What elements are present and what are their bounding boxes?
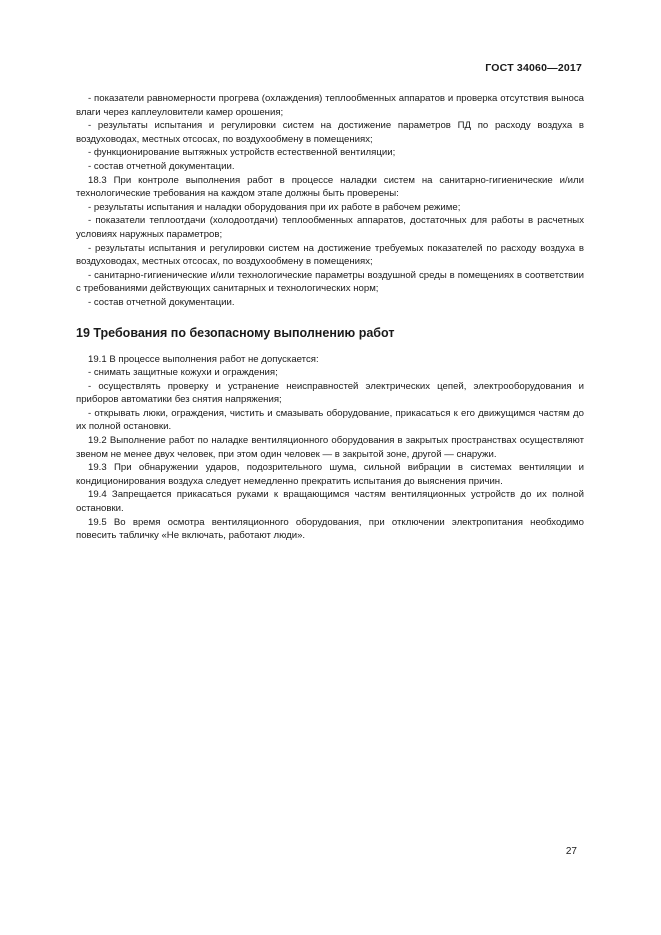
list-item: - результаты испытания и регулировки систем на достижение требуемых показателей по расходу воздуха в воздуховодах, местных отсосах, по воздухообмену в помещениях; <box>76 242 584 268</box>
list-item: - показатели равномерности прогрева (охлаждения) теплообменных аппаратов и проверка отсутствия выноса влаги через каплеуловители камер орошения; <box>76 93 584 118</box>
clause-19-1: 19.1 В процессе выполнения работ не допускается: <box>88 353 319 365</box>
list-item: - функционирование вытяжных устройств естественной вентиляции; <box>88 147 396 159</box>
document-code: ГОСТ 34060—2017 <box>485 62 582 74</box>
list-item: - результаты испытания и наладки оборудования при их работе в рабочем режиме; <box>88 201 461 213</box>
list-item: - открывать люки, ограждения, чистить и смазывать оборудование, прикасаться к его движущимся частям до их полной остановки. <box>76 407 584 433</box>
clause-19-5: 19.5 Во время осмотра вентиляционного оборудования, при отключении электропитания необходимо повесить табличку «Не включать, работают люди». <box>76 516 584 542</box>
page-number: 27 <box>565 846 577 857</box>
list-item: - снимать защитные кожухи и ограждения; <box>88 367 278 379</box>
list-item: - состав отчетной документации. <box>88 160 235 172</box>
list-item: - осуществлять проверку и устранение неисправностей электрических цепей, электрооборудования и приборов автоматики без снятия напряжения; <box>76 380 584 406</box>
page-body <box>76 92 584 543</box>
list-item: - санитарно-гигиенические и/или технологические параметры воздушной среды в помещениях в соответствии с требованиями действующих санитарных и технологических норм; <box>76 269 584 295</box>
clause-18-3: 18.3 При контроле выполнения работ в процессе наладки систем на санитарно-гигиенические и/или технологические требования на каждом этапе должны быть проверены: <box>76 174 584 200</box>
clause-19-2: 19.2 Выполнение работ по наладке вентиляционного оборудования в закрытых пространствах осуществляют звеном не менее двух человек, при этом один человек — в закрытой зоне, другой — снаружи. <box>76 435 584 460</box>
clause-19-4: 19.4 Запрещается прикасаться руками к вращающимся частям вентиляционных устройств до их полной остановки. <box>76 489 584 515</box>
clause-19-3: 19.3 При обнаружении ударов, подозрительного шума, сильной вибрации в системах вентиляции и кондиционирования воздуха следует немедленно прекратить испытания до выяснения причин. <box>76 462 584 487</box>
list-item: - результаты испытания и регулировки систем на достижение параметров ПД по расходу воздуха в воздуховодах, местных отсосах, по воздухообмену в помещениях; <box>76 120 584 145</box>
list-item: - показатели теплоотдачи (холодоотдачи) теплообменных аппаратов, достаточных для работы в расчетных условиях наружных параметров; <box>76 215 584 240</box>
list-item: - состав отчетной документации. <box>88 296 235 308</box>
section-title: 19 Требования по безопасному выполнению работ <box>76 325 395 340</box>
